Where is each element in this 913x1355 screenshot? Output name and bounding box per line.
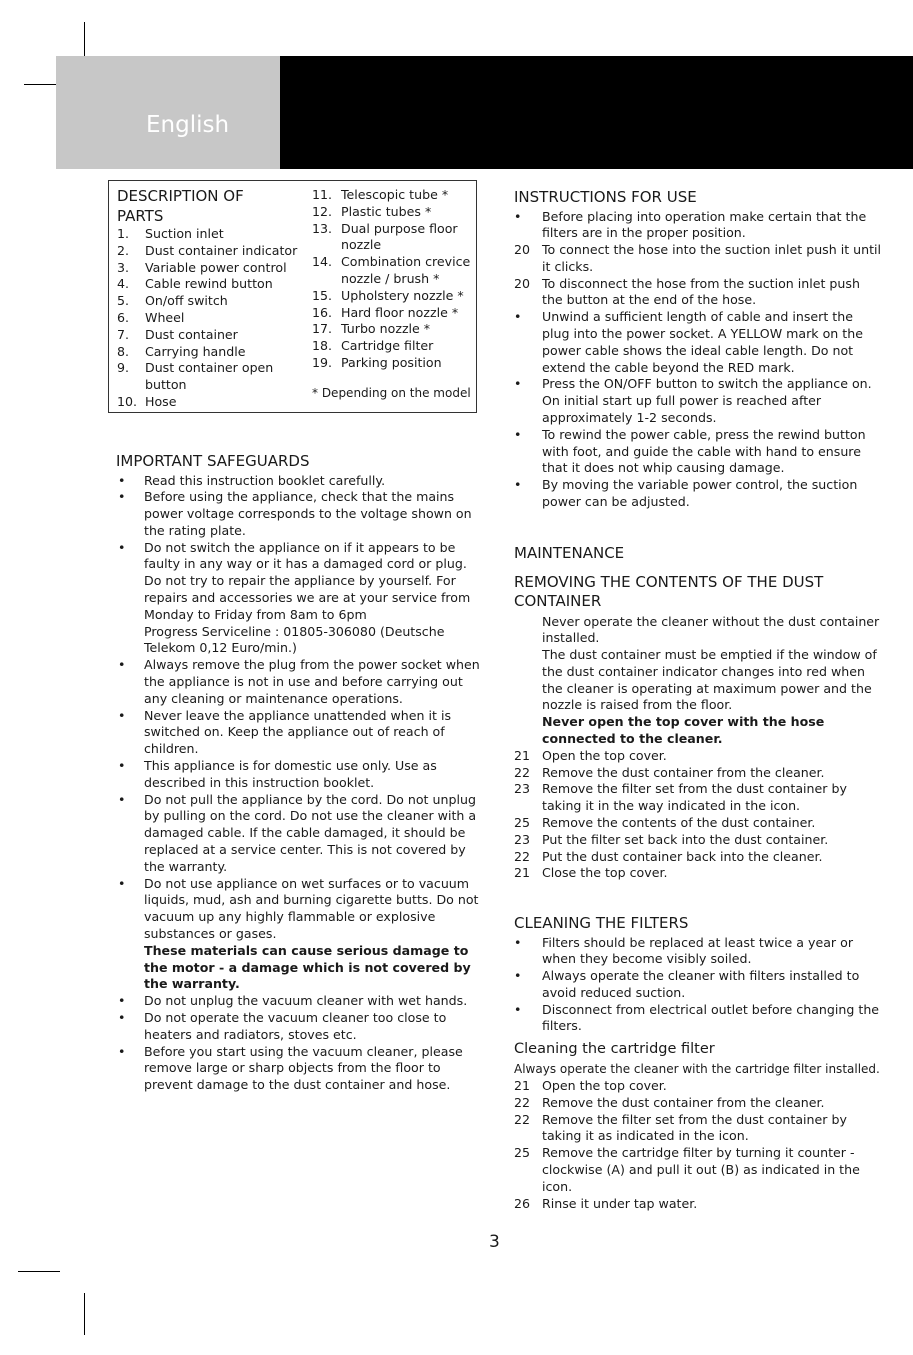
safeguard-text: Do not unplug the vacuum cleaner with wet hands.	[144, 993, 468, 1009]
list-marker: 2.	[117, 242, 130, 258]
cleaning-filters-section	[514, 914, 882, 1212]
safeguard-text: Do not switch the appliance on if it appears to be faulty in any way or it has a damaged cord or plug. Do not try to repair the appliance by yourself. For repairs and accessories we are at your service from Monday to Friday from 8am to 6pm	[144, 539, 471, 622]
list-item-text: On/off switch	[145, 293, 228, 309]
list-marker: 25	[514, 815, 531, 831]
maintenance-steps	[514, 748, 882, 882]
safeguard-item	[116, 657, 484, 707]
safeguard-item	[116, 489, 484, 539]
parts-item	[312, 338, 472, 355]
list-marker: 20	[514, 242, 531, 258]
parts-item	[117, 310, 302, 327]
parts-item	[312, 221, 472, 255]
parts-item	[117, 327, 302, 344]
parts-item	[117, 276, 302, 293]
list-marker: 18.	[312, 338, 333, 354]
list-marker: 1.	[117, 226, 130, 241]
list-item-text: Carrying handle	[145, 343, 246, 359]
maintenance-step	[514, 865, 882, 882]
parts-title: DESCRIPTION OF PARTS	[117, 187, 244, 225]
maintenance-step	[514, 765, 882, 782]
parts-item	[117, 293, 302, 310]
instruction-item	[514, 209, 882, 243]
list-item-text: Combination crevice nozzle / brush *	[341, 254, 471, 286]
cartridge-title: Cleaning the cartridge filter	[514, 1041, 715, 1058]
list-item-text: Open the top cover.	[542, 747, 667, 763]
filters-title: CLEANING THE FILTERS	[514, 914, 689, 932]
list-item-text: Put the filter set back into the dust container.	[542, 831, 829, 847]
cartridge-note: Always operate the cleaner with the cartridge filter installed.	[514, 1062, 880, 1077]
list-item-text: Disconnect from electrical outlet before changing the filters.	[542, 1001, 880, 1034]
safeguard-text: Read this instruction booklet carefully.	[144, 472, 386, 488]
maintenance-para-2: The dust container must be emptied if the window of the dust container indicator changes into red when the cleaner is operating at maximum power and the nozzle is raised from the floor.	[542, 647, 877, 713]
list-item-text	[144, 708, 484, 758]
list-item-text: Cable rewind button	[145, 276, 273, 292]
maintenance-para-1: Never operate the cleaner without the dust container installed.	[542, 613, 880, 646]
list-marker: 9.	[117, 360, 130, 376]
safeguard-text: Do not operate the vacuum cleaner too close to heaters and radiators, stoves etc.	[144, 1010, 447, 1042]
maintenance-subtitle: REMOVING THE CONTENTS OF THE DUST CONTAINER	[514, 572, 824, 610]
list-marker: •	[118, 539, 126, 555]
parts-item	[117, 344, 302, 361]
list-item-text	[144, 993, 484, 1010]
list-marker: 15.	[312, 287, 333, 303]
parts-footnote: * Depending on the model	[312, 385, 471, 400]
list-item-text	[144, 473, 484, 490]
list-marker: 19.	[312, 354, 333, 370]
list-marker: •	[514, 1001, 522, 1017]
safeguard-item	[116, 1010, 484, 1044]
list-item-text: Put the dust container back into the cleaner.	[542, 848, 823, 864]
list-marker: 22	[514, 1111, 531, 1127]
list-marker: 20	[514, 275, 531, 291]
list-marker: 3.	[117, 259, 130, 275]
list-marker: 22	[514, 764, 531, 780]
list-item-text: Remove the filter set from the dust container by taking it as indicated in the icon.	[542, 1111, 847, 1144]
list-item-text: Variable power control	[145, 259, 287, 275]
instruction-item	[514, 309, 882, 376]
list-marker: •	[514, 426, 522, 442]
list-item-text: To disconnect the hose from the suction inlet push the button at the end of the hose.	[542, 275, 860, 308]
list-item-text: Remove the dust container from the cleaner.	[542, 1094, 825, 1110]
list-item-text: Remove the cartridge filter by turning it counter - clockwise (A) and pull it out (B) as indicated in the icon.	[542, 1145, 860, 1194]
instruction-item	[514, 477, 882, 511]
safeguards-title: IMPORTANT SAFEGUARDS	[116, 452, 310, 470]
instruction-item	[514, 427, 882, 477]
list-item-text	[144, 792, 484, 876]
list-item-text: Telescopic tube *	[341, 187, 449, 202]
safeguard-text: Always remove the plug from the power socket when the appliance is not in use and before carrying out any cleaning or maintenance operations.	[144, 657, 480, 706]
list-marker: 13.	[312, 220, 333, 236]
list-marker: •	[118, 472, 126, 488]
list-marker: 10.	[117, 393, 138, 409]
list-item-text	[144, 1010, 484, 1044]
maintenance-step	[514, 832, 882, 849]
instructions-list	[514, 209, 882, 511]
instructions-section	[514, 188, 882, 511]
list-item-text: Hose	[145, 393, 177, 409]
parts-item	[312, 254, 472, 288]
safeguard-extra: Progress Serviceline : 01805-306080 (Deutsche Telekom 0,12 Euro/min.)	[144, 623, 445, 656]
safeguard-text: Before you start using the vacuum cleaner, please remove large or sharp objects from the floor to prevent damage to the dust container and hose.	[144, 1043, 463, 1093]
list-marker: 17.	[312, 321, 333, 337]
list-marker: 23	[514, 831, 531, 847]
crop-mark-bottom-horizontal	[18, 1271, 60, 1272]
language-title: English	[146, 112, 230, 138]
safeguard-item	[116, 876, 484, 994]
list-marker: 7.	[117, 326, 130, 342]
list-marker: 25	[514, 1145, 531, 1161]
list-marker: 21	[514, 865, 531, 881]
list-item-text	[144, 876, 484, 994]
list-item-text: Always operate the cleaner with filters installed to avoid reduced suction.	[542, 968, 860, 1000]
safeguard-item	[116, 758, 484, 792]
list-marker: 8.	[117, 343, 130, 359]
safeguard-text: Do not pull the appliance by the cord. Do not unplug by pulling on the cord. Do not use the cleaner with a damaged cable. If the cable damaged, it should be replaced at a service center. This is not covered by the warranty.	[144, 791, 477, 874]
parts-item	[312, 355, 472, 372]
list-item-text: Unwind a sufficient length of cable and insert the plug into the power socket. A YELLOW mark on the power cable shows the ideal cable length. Do not extend the cable beyond the RED mark.	[542, 309, 863, 375]
parts-description-box	[108, 180, 477, 413]
instruction-item	[514, 242, 882, 276]
maintenance-section	[514, 544, 882, 882]
parts-item	[312, 204, 472, 221]
filter-bullet	[514, 1002, 882, 1036]
list-marker: 21	[514, 1078, 531, 1094]
important-safeguards-section	[116, 452, 484, 1094]
parts-item	[312, 305, 472, 322]
parts-item	[312, 187, 472, 204]
list-marker: •	[118, 758, 126, 774]
list-item-text: Close the top cover.	[542, 865, 668, 881]
instruction-item	[514, 276, 882, 310]
cartridge-step	[514, 1095, 882, 1112]
list-item-text: Dust container open button	[145, 360, 274, 393]
maintenance-step	[514, 781, 882, 815]
list-marker: •	[118, 791, 126, 807]
list-item-text: Parking position	[341, 354, 442, 370]
list-marker: •	[514, 934, 522, 950]
list-item-text: Rinse it under tap water.	[542, 1195, 698, 1211]
list-marker: •	[118, 1010, 126, 1025]
list-item-text: Filters should be replaced at least twice a year or when they become visibly soiled.	[542, 934, 853, 967]
list-item-text	[144, 540, 484, 658]
list-marker: 21	[514, 747, 531, 763]
cartridge-step	[514, 1078, 882, 1095]
safeguard-item	[116, 708, 484, 758]
list-item-text: Suction inlet	[145, 226, 224, 241]
list-item-text: Cartridge filter	[341, 338, 434, 354]
list-marker: •	[118, 489, 126, 505]
list-marker: •	[118, 875, 126, 891]
list-marker: 14.	[312, 254, 333, 270]
safeguards-list	[116, 473, 484, 1094]
cartridge-step	[514, 1145, 882, 1195]
maintenance-step	[514, 815, 882, 832]
list-marker: 22	[514, 1094, 531, 1110]
list-marker: •	[514, 477, 522, 493]
list-item-text: Hard floor nozzle *	[341, 304, 459, 320]
list-item-text	[144, 657, 484, 707]
list-item-text: Remove the dust container from the cleaner.	[542, 764, 825, 780]
safeguard-warning: These materials can cause serious damage to the motor - a damage which is not covered by the warranty.	[144, 942, 471, 992]
list-item-text: Plastic tubes *	[341, 203, 432, 219]
header-banner-black	[280, 56, 913, 169]
list-item-text: To rewind the power cable, press the rewind button with foot, and guide the cable with hand to ensure that it does not whip causing damage.	[542, 426, 866, 476]
parts-item	[117, 260, 302, 277]
filter-bullet	[514, 935, 882, 969]
crop-mark-bottom-vertical	[84, 1293, 85, 1335]
parts-item	[117, 226, 302, 243]
list-marker: •	[514, 208, 522, 224]
list-item-text	[144, 1044, 484, 1094]
safeguard-item	[116, 540, 484, 658]
list-marker: 16.	[312, 304, 333, 320]
safeguard-item	[116, 993, 484, 1010]
parts-list-right	[312, 187, 472, 372]
instructions-title: INSTRUCTIONS FOR USE	[514, 188, 697, 206]
list-marker: 11.	[312, 187, 333, 202]
list-item-text: To connect the hose into the suction inlet push it until it clicks.	[542, 242, 882, 274]
list-marker: •	[514, 376, 522, 392]
parts-list-left	[117, 226, 302, 411]
list-marker: •	[118, 657, 126, 673]
parts-item	[117, 394, 302, 411]
list-item-text	[144, 489, 484, 539]
list-item-text: Turbo nozzle *	[341, 321, 431, 337]
filters-bullets	[514, 935, 882, 1036]
safeguard-text: Never leave the appliance unattended when it is switched on. Keep the appliance out of reach of children.	[144, 707, 452, 757]
list-marker: 6.	[117, 309, 130, 325]
list-marker: 5.	[117, 293, 130, 309]
list-item-text: Dust container	[145, 326, 238, 342]
cartridge-step	[514, 1196, 882, 1213]
list-item-text: Open the top cover.	[542, 1078, 667, 1094]
list-item-text	[144, 758, 484, 792]
cartridge-step	[514, 1112, 882, 1146]
maintenance-step	[514, 748, 882, 765]
list-marker: •	[118, 707, 126, 723]
list-item-text: Dust container indicator	[145, 242, 298, 258]
page-number: 3	[489, 1232, 500, 1252]
maintenance-warning: Never open the top cover with the hose connected to the cleaner.	[542, 714, 825, 747]
safeguard-text: This appliance is for domestic use only. Use as described in this instruction booklet.	[144, 758, 437, 790]
safeguard-item	[116, 473, 484, 490]
list-marker: •	[514, 968, 522, 984]
safeguard-text: Before using the appliance, check that the mains power voltage corresponds to the voltage shown on the rating plate.	[144, 489, 472, 538]
list-marker: •	[118, 993, 126, 1009]
list-item-text: Wheel	[145, 309, 185, 325]
list-marker: 26	[514, 1195, 531, 1211]
list-item-text: By moving the variable power control, the suction power can be adjusted.	[542, 477, 858, 510]
cartridge-steps	[514, 1078, 882, 1212]
list-item-text: Remove the contents of the dust container.	[542, 815, 816, 831]
instruction-item	[514, 376, 882, 426]
list-marker: •	[514, 309, 522, 325]
safeguard-item	[116, 1044, 484, 1094]
parts-item	[312, 288, 472, 305]
list-item-text: Upholstery nozzle *	[341, 287, 464, 303]
parts-item	[312, 321, 472, 338]
list-item-text: Press the ON/OFF button to switch the appliance on. On initial start up full power is reached after approximately 1-2 seconds.	[542, 376, 872, 426]
list-marker: 23	[514, 781, 531, 797]
list-marker: 12.	[312, 203, 333, 219]
list-item-text: Before placing into operation make certain that the filters are in the proper position.	[542, 208, 867, 241]
filter-bullet	[514, 968, 882, 1002]
safeguard-text: Do not use appliance on wet surfaces or to vacuum liquids, mud, ash and burning cigarette butts. Do not vacuum up any highly flammable or explosive substances or gases.	[144, 875, 479, 942]
parts-item	[117, 360, 302, 394]
list-marker: •	[118, 1043, 126, 1059]
parts-item	[117, 243, 302, 260]
maintenance-title: MAINTENANCE	[514, 544, 625, 562]
list-marker: 4.	[117, 276, 130, 292]
list-item-text: Remove the filter set from the dust container by taking it in the way indicated in the icon.	[542, 781, 847, 814]
maintenance-step	[514, 849, 882, 866]
list-item-text: Dual purpose floor nozzle	[341, 220, 458, 253]
list-marker: 22	[514, 848, 531, 864]
safeguard-item	[116, 792, 484, 876]
